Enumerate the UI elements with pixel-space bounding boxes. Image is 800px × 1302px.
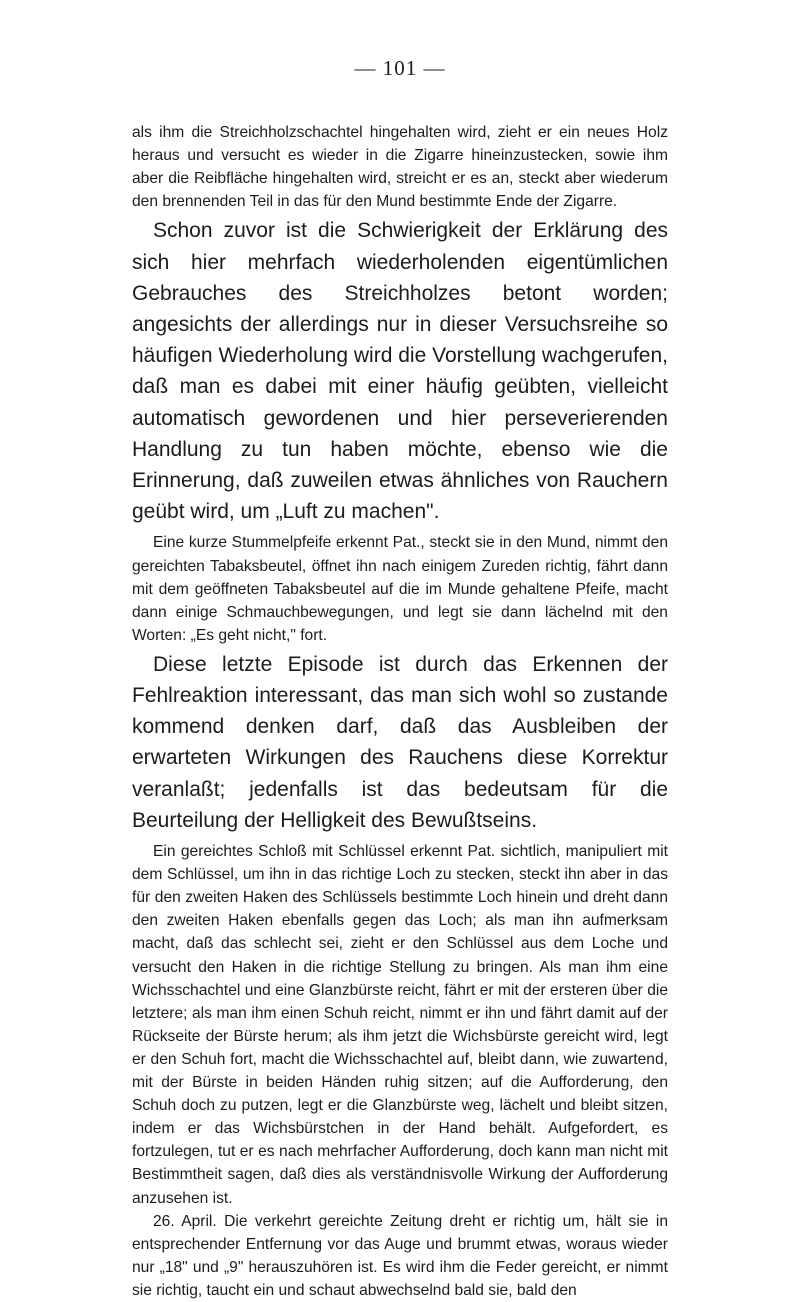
paragraph-match-discussion: Schon zuvor ist die Schwierigkeit der Erklärung des sich hier mehrfach wiederholenden eigentümlichen Gebrauches des Streichholzes betont worden; angesichts der allerdings nur in dieser Versuchsreihe so häufigen Wiederholung wird die Vorstellung wachgerufen, daß man es dabei mit einer häufig geübten, vielleicht automatisch gewordenen und hier perseverierenden Handlung zu tun haben möchte, ebenso wie die Erinnerung, daß zuweilen etwas ähnliches von Rauchern geübt wird, um „Luft zu machen". bbox=[132, 219, 668, 524]
paragraph-pipe-episode: Eine kurze Stummelpfeife erkennt Pat., steckt sie in den Mund, nimmt den gereichten Tabaksbeutel, öffnet ihn nach einigem Zureden richtig, fährt dann mit dem geöffneten Tabaksbeutel auf die im Munde gehaltene Pfeife, macht dann einige Schmauchbewegungen, und legt sie dann lächelnd mit den Worten: „Es geht nicht," fort. bbox=[132, 534, 668, 644]
paragraph-error-reaction: Diese letzte Episode ist durch das Erkennen der Fehlreaktion interessant, das man sich wohl so zustande kommend denken darf, daß das Ausbleiben der erwarteten Wirkungen des Rauchens diese Korrektur veranlaßt; jedenfalls ist das bedeutsam für die Beurteilung der Helligkeit des Bewußtseins. bbox=[132, 652, 668, 832]
paragraph-lock-and-brush: Ein gereichtes Schloß mit Schlüssel erkennt Pat. sichtlich, manipuliert mit dem Schlüssel, um ihn in das richtige Loch zu stecken, steckt ihn aber in das für den zweiten Haken des Schlüssels bestimmte Loch hinein und dreht dann den zweiten Haken ebenfalls gegen das Loch; als man ihn aufmerksam macht, daß das schlecht sei, zieht er den Schlüssel aus dem Loche und versucht den Haken in die richtige Stellung zu bringen. Als man ihm eine Wichsschachtel und eine Glanzbürste reicht, fährt er mit der ersteren über die letztere; als man ihm einen Schuh reicht, nimmt er ihn und fährt damit auf der Rückseite der Bürste herum; als ihm jetzt die Wichsbürste gereicht wird, legt er den Schuh fort, macht die Wichsschachtel auf, bleibt dann, wie zuwartend, mit der Bürste in beiden Händen ruhig sitzen; auf die Aufforderung, den Schuh doch zu putzen, legt er die Glanzbürste weg, lächelt und bleibt sitzen, indem er das Wichsbürstchen in der Hand behält. Aufgefordert, es fortzulegen, tut er es nach mehrfacher Aufforderung, doch kann man nicht mit Bestimmtheit sagen, daß dies als verständnisvolle Wirkung der Aufforderung anzusehen ist. bbox=[132, 843, 668, 1207]
paragraph-april-26: 26. April. Die verkehrt gereichte Zeitung dreht er richtig um, hält sie in entsprechender Entfernung vor das Auge und brummt etwas, woraus wieder nur „18" und „9" herauszuhören ist. Es wird ihm die Feder gereicht, er nimmt sie richtig, taucht ein und schaut abwechselnd bald sie, bald den bbox=[132, 1212, 668, 1299]
paragraph-cigar-match: als ihm die Streichholzschachtel hingehalten wird, zieht er ein neues Holz heraus und versucht es wieder in die Zigarre hineinzustecken, sowie ihm aber die Reibfläche hingehalten wird, streicht er es an, steckt aber wiederum den brennenden Teil in das für den Mund bestimmte Ende der Zigarre. bbox=[132, 124, 668, 211]
book-page bbox=[132, 58, 668, 1302]
page-number: — 101 — bbox=[354, 56, 446, 80]
